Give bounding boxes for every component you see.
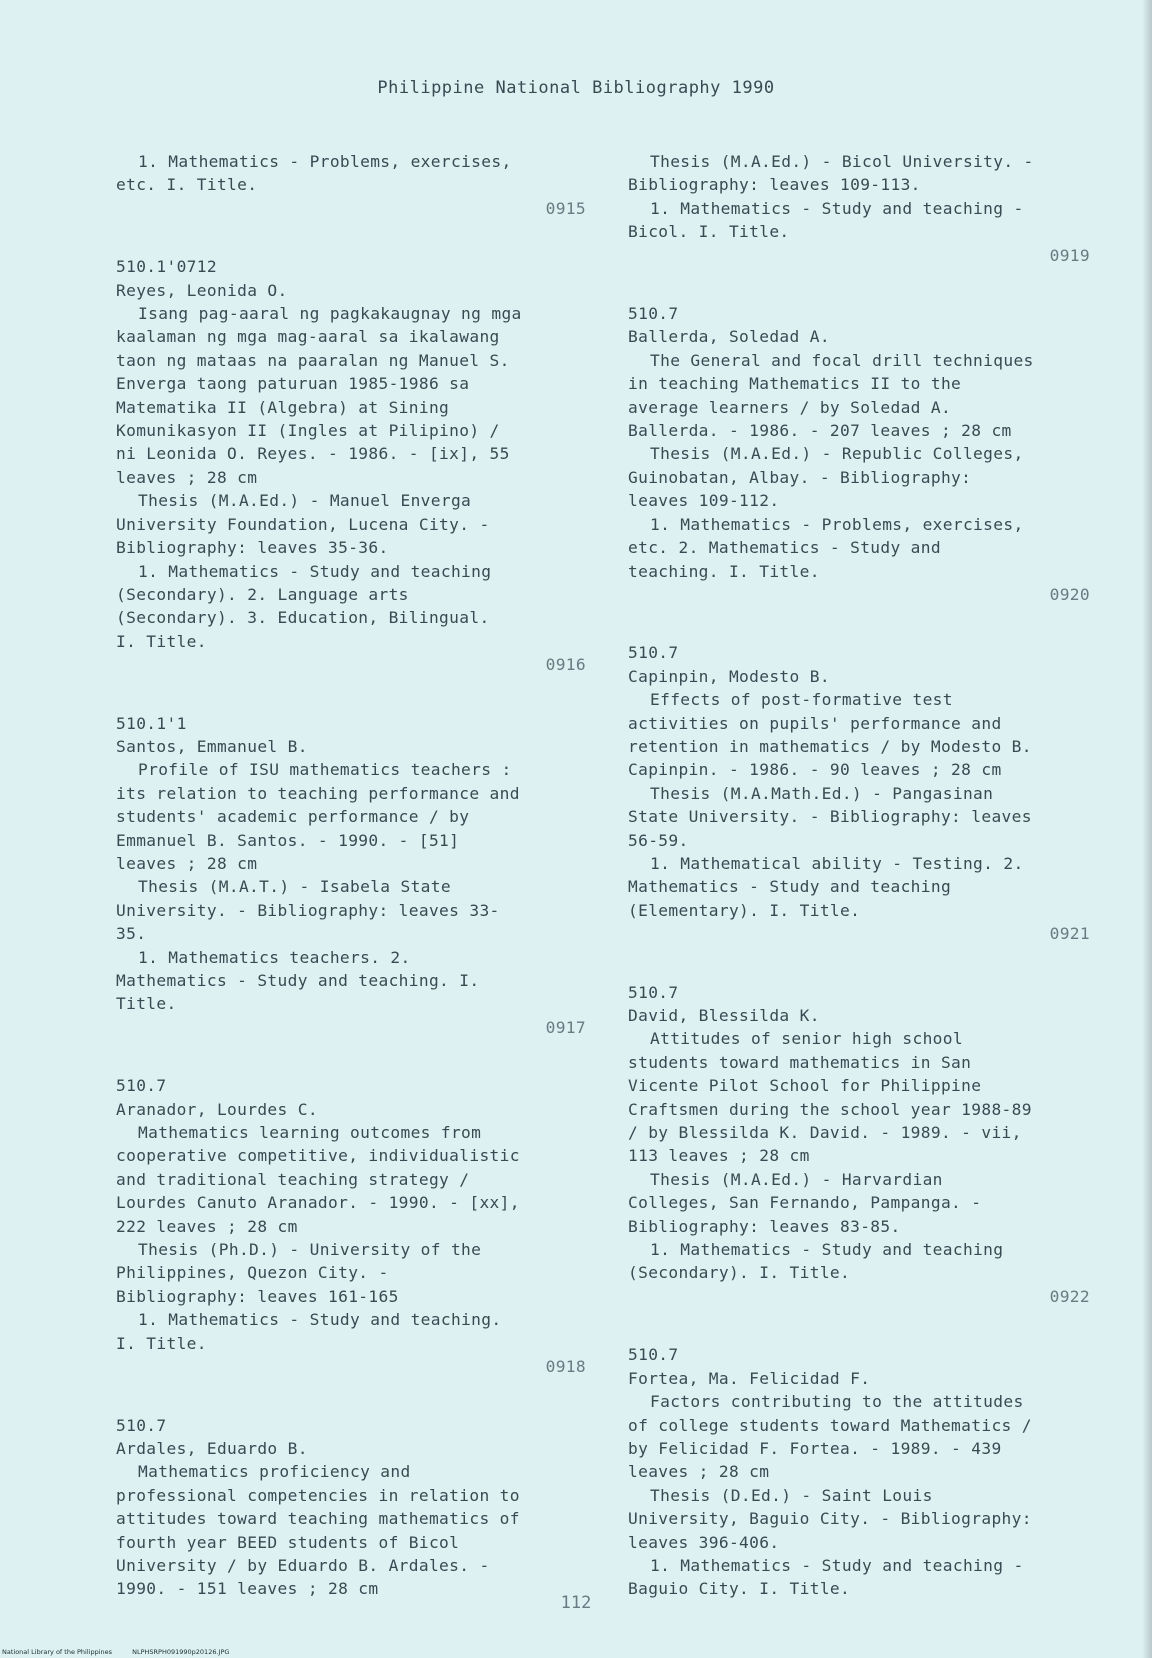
entry-line: Effects of post-formative test	[650, 690, 953, 710]
entry-line: its relation to teaching performance and	[116, 783, 520, 803]
entry-number: 0922	[1049, 1286, 1090, 1306]
entry-line: Reyes, Leonida O.	[116, 280, 288, 300]
entry-line: Ardales, Eduardo B.	[116, 1438, 308, 1458]
entry-line: average learners / by Soledad A.	[628, 397, 952, 417]
bibliography-entry	[116, 1414, 586, 1601]
entry-line: Mathematics learning outcomes from	[138, 1123, 482, 1143]
entry-line: Capinpin. - 1986. - 90 leaves ; 28 cm	[628, 760, 1002, 780]
entry-line: 1. Mathematics - Study and teaching -	[650, 1555, 1024, 1575]
entry-line: (Secondary). 2. Language arts	[116, 584, 409, 604]
entry-line: 1. Mathematics - Problems, exercises,	[650, 514, 1024, 534]
entry-line: 1. Mathematics - Study and teaching	[138, 561, 492, 581]
entry-line: Ballerda. - 1986. - 207 leaves ; 28 cm	[628, 421, 1012, 441]
entry-number: 0915	[545, 198, 586, 218]
entry-line: leaves 396-406.	[628, 1532, 780, 1552]
left-column	[116, 150, 586, 1636]
footer-library: National Library of the Philippines	[2, 1648, 113, 1656]
entry-line: Bibliography: leaves 161-165	[116, 1286, 399, 1306]
entry-line: 510.7	[116, 1076, 167, 1096]
entry-line: I. Title.	[116, 1333, 207, 1353]
entry-line: Emmanuel B. Santos. - 1990. - [51]	[116, 830, 460, 850]
entry-line: students toward mathematics in San	[628, 1052, 972, 1072]
entry-line: Enverga taong paturuan 1985-1986 sa	[116, 374, 470, 394]
entry-line: University / by Eduardo B. Ardales. -	[116, 1555, 490, 1575]
entry-line: and traditional teaching strategy /	[116, 1169, 470, 1189]
entry-line: Vicente Pilot School for Philippine	[628, 1076, 982, 1096]
entry-line: Thesis (M.A.Ed.) - Republic Colleges,	[650, 444, 1024, 464]
entry-line: Profile of ISU mathematics teachers :	[138, 760, 512, 780]
entry-line: 510.7	[116, 1415, 167, 1435]
entry-line: I. Title.	[116, 631, 207, 651]
entry-line: (Elementary). I. Title.	[628, 900, 861, 920]
entry-line: Thesis (M.A.T.) - Isabela State	[138, 877, 451, 897]
entry-line: Thesis (M.A.Ed.) - Bicol University. -	[650, 152, 1034, 171]
entry-line: in teaching Mathematics II to the	[628, 374, 962, 394]
entry-line: professional competencies in relation to	[116, 1485, 520, 1505]
entry-line: 1. Mathematics - Study and teaching.	[138, 1310, 502, 1330]
entry-line: Thesis (D.Ed.) - Saint Louis	[650, 1485, 933, 1505]
entry-line: University Foundation, Lucena City. -	[116, 514, 490, 534]
bibliography-entry	[628, 302, 1090, 606]
entry-line: Capinpin, Modesto B.	[628, 666, 830, 686]
entry-line: Philippines, Quezon City. -	[116, 1263, 389, 1283]
entry-line: 1. Mathematics - Problems, exercises,	[138, 152, 512, 171]
entry-line: teaching. I. Title.	[628, 561, 820, 581]
bibliography-entry	[628, 641, 1090, 945]
entry-line: Bibliography: leaves 35-36.	[116, 538, 389, 558]
entry-line: Colleges, San Fernando, Pampanga. -	[628, 1193, 982, 1213]
entry-line: 510.7	[628, 304, 679, 324]
page-number: 112	[560, 1593, 592, 1613]
entry-line: Mathematics proficiency and	[138, 1462, 411, 1482]
entry-number: 0919	[1049, 245, 1090, 265]
entry-line: leaves ; 28 cm	[628, 1462, 770, 1482]
entry-line: 510.1'0712	[116, 257, 217, 277]
entry-line: 510.7	[628, 1345, 679, 1365]
entry-line: etc. 2. Mathematics - Study and	[628, 538, 941, 558]
entry-number: 0917	[545, 1017, 586, 1037]
entry-line: 510.7	[628, 643, 679, 663]
entry-line: fourth year BEED students of Bicol	[116, 1532, 460, 1552]
entry-line: attitudes toward teaching mathematics of	[116, 1509, 520, 1529]
entry-line: University. - Bibliography: leaves 33-	[116, 900, 500, 920]
entry-line: cooperative competitive, individualistic	[116, 1146, 520, 1166]
entry-line: Factors contributing to the attitudes	[650, 1392, 1024, 1412]
entry-line: Craftsmen during the school year 1988-89	[628, 1099, 1032, 1119]
entry-line: of college students toward Mathematics /	[628, 1415, 1032, 1435]
entry-number: 0918	[545, 1357, 586, 1377]
entry-line: 1. Mathematics - Study and teaching	[650, 1240, 1004, 1260]
entry-line: Bicol. I. Title.	[628, 222, 790, 242]
entry-line: 35.	[116, 924, 147, 944]
entry-line: leaves ; 28 cm	[116, 467, 258, 487]
entry-line: Bibliography: leaves 83-85.	[628, 1216, 901, 1236]
entry-line: Matematika II (Algebra) at Sining	[116, 397, 450, 417]
entry-line: Thesis (M.A.Math.Ed.) - Pangasinan	[650, 783, 994, 803]
entry-line: (Secondary). I. Title.	[628, 1263, 851, 1283]
page-header: Philippine National Bibliography 1990	[377, 78, 775, 98]
entry-line: retention in mathematics / by Modesto B.	[628, 736, 1032, 756]
entry-line: 113 leaves ; 28 cm	[628, 1146, 810, 1166]
entry-line: Fortea, Ma. Felicidad F.	[628, 1368, 871, 1388]
entry-line: by Felicidad F. Fortea. - 1989. - 439	[628, 1438, 1002, 1458]
entry-line: kaalaman ng mga mag-aaral sa ikalawang	[116, 327, 500, 347]
entry-line: University, Baguio City. - Bibliography:	[628, 1509, 1032, 1529]
entry-line: Thesis (M.A.Ed.) - Harvardian	[650, 1169, 943, 1189]
entry-line: 1. Mathematics - Study and teaching -	[650, 198, 1024, 218]
entry-line: The General and focal drill techniques	[650, 350, 1034, 370]
entry-line: Lourdes Canuto Aranador. - 1990. - [xx],	[116, 1193, 520, 1213]
entry-line: etc. I. Title.	[116, 175, 258, 195]
entry-line: Santos, Emmanuel B.	[116, 736, 308, 756]
entry-line: leaves ; 28 cm	[116, 853, 258, 873]
entry-line: 222 leaves ; 28 cm	[116, 1216, 298, 1236]
bibliography-entry	[116, 255, 586, 676]
entry-line: Mathematics - Study and teaching. I.	[116, 971, 480, 990]
entry-line: Komunikasyon II (Ingles at Pilipino) /	[116, 421, 500, 441]
scan-footer	[2, 1648, 247, 1656]
right-column	[628, 150, 1090, 1636]
entry-line: Ballerda, Soledad A.	[628, 327, 830, 347]
bibliography-entry	[116, 1074, 586, 1378]
entry-line: Aranador, Lourdes C.	[116, 1099, 318, 1119]
entry-line: activities on pupils' performance and	[628, 713, 1002, 733]
entry-line: 1990. - 151 leaves ; 28 cm	[116, 1579, 379, 1599]
bibliography-entry	[116, 712, 586, 1040]
entry-number: 0921	[1049, 924, 1090, 944]
entry-line: students' academic performance / by	[116, 807, 470, 827]
entry-line: leaves 109-112.	[628, 491, 780, 511]
entry-line: 1. Mathematics teachers. 2.	[138, 947, 411, 967]
entry-line: 510.1'1	[116, 713, 187, 733]
entry-number: 0920	[1049, 584, 1090, 604]
entry-line: ni Leonida O. Reyes. - 1986. - [ix], 55	[116, 444, 510, 464]
bibliography-entry	[116, 150, 586, 220]
entry-line: 510.7	[628, 982, 679, 1002]
entry-line: Thesis (M.A.Ed.) - Manuel Enverga	[138, 491, 472, 511]
entry-line: / by Blessilda K. David. - 1989. - vii,	[628, 1123, 1022, 1143]
entry-line: Mathematics - Study and teaching	[628, 877, 952, 897]
entry-number: 0916	[545, 655, 586, 675]
entry-line: Thesis (Ph.D.) - University of the	[138, 1240, 482, 1260]
entry-line: Guinobatan, Albay. - Bibliography:	[628, 467, 972, 487]
bibliography-entry	[628, 150, 1090, 267]
entry-line: 1. Mathematical ability - Testing. 2.	[650, 853, 1024, 873]
entry-line: Attitudes of senior high school	[650, 1029, 963, 1049]
entry-line: Title.	[116, 994, 177, 1014]
footer-file: NLPHSRPH091990p20126.JPG	[132, 1648, 230, 1656]
entry-line: Isang pag-aaral ng pagkakaugnay ng mga	[138, 304, 522, 324]
entry-line: Baguio City. I. Title.	[628, 1579, 851, 1599]
entry-line: 56-59.	[628, 830, 689, 850]
bibliography-entry	[628, 1343, 1090, 1600]
page-edge-shadow	[1142, 0, 1152, 1658]
entry-line: (Secondary). 3. Education, Bilingual.	[116, 608, 490, 628]
entry-line: Bibliography: leaves 109-113.	[628, 175, 921, 195]
entry-line: David, Blessilda K.	[628, 1006, 820, 1025]
entry-line: State University. - Bibliography: leaves	[628, 807, 1032, 827]
bibliography-entry	[628, 981, 1090, 1309]
entry-line: taon ng mataas na paaralan ng Manuel S.	[116, 350, 510, 370]
